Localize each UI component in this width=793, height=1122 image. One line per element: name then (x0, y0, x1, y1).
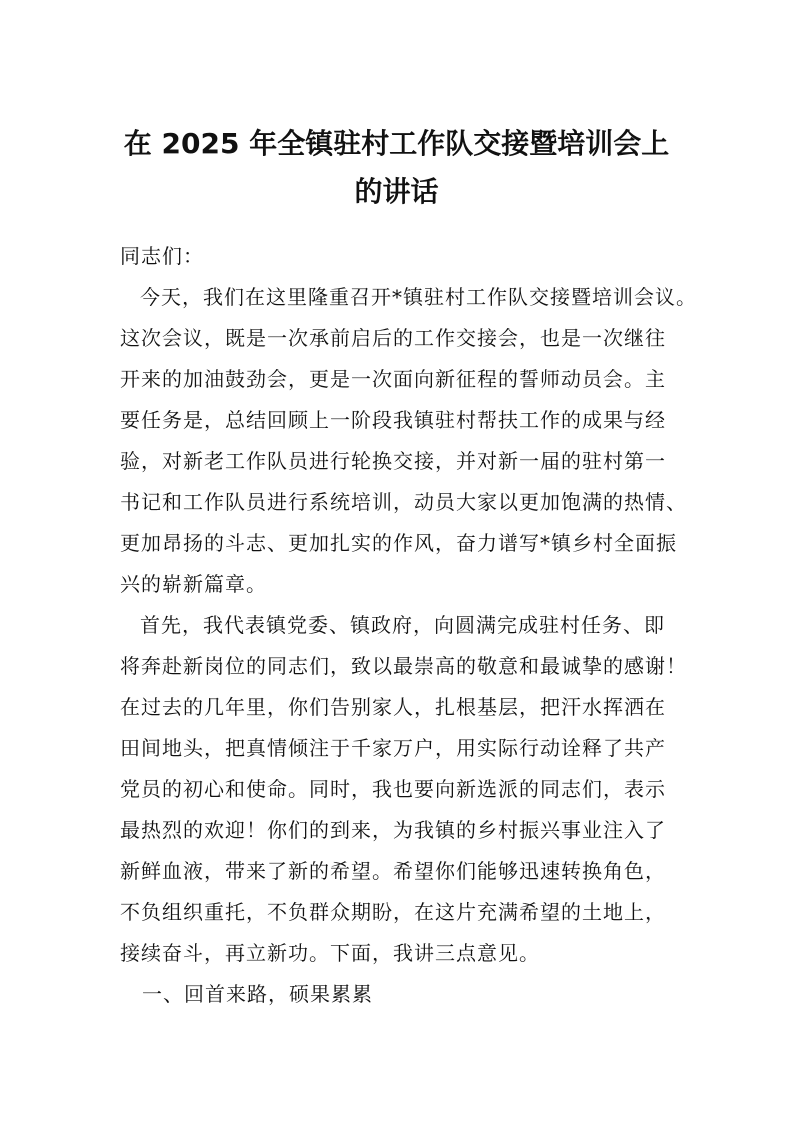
paragraph-1-line: 更加昂扬的斗志、更加扎实的作风，奋力谱写*镇乡村全面振 (120, 531, 677, 555)
paragraph-1-line: 兴的崭新篇章。 (120, 572, 267, 596)
paragraph-2-line: 田间地头，把真情倾注于千家万户，用实际行动诠释了共产 (120, 736, 666, 760)
paragraph-2-line: 不负组织重托，不负群众期盼，在这片充满希望的土地上， (120, 900, 666, 924)
paragraph-1-line: 要任务是，总结回顾上一阶段我镇驻村帮扶工作的成果与经 (120, 408, 666, 432)
paragraph-1-line: 书记和工作队员进行系统培训，动员大家以更加饱满的热情、 (120, 490, 687, 514)
paragraph-1-line: 验，对新老工作队员进行轮换交接，并对新一届的驻村第一 (120, 449, 666, 473)
paragraph-2-line: 在过去的几年里，你们告别家人，扎根基层，把汗水挥洒在 (120, 695, 666, 719)
paragraph-2-line: 接续奋斗，再立新功。下面，我讲三点意见。 (120, 941, 540, 965)
paragraph-2-line: 将奔赴新岗位的同志们，致以最崇高的敬意和最诚挚的感谢！ (120, 654, 687, 678)
document-body (120, 236, 697, 1015)
paragraph-1-line: 今天，我们在这里隆重召开*镇驻村工作队交接暨培训会议。 (140, 285, 697, 309)
paragraph-2-line: 新鲜血液，带来了新的希望。希望你们能够迅速转换角色， (120, 859, 666, 883)
section-heading: 一、回首来路，硕果累累 (142, 982, 373, 1006)
salutation: 同志们： (120, 244, 204, 268)
paragraph-2-line: 首先，我代表镇党委、镇政府，向圆满完成驻村任务、即 (140, 613, 665, 637)
document-title-line-2: 的讲话 (354, 175, 439, 208)
paragraph-1-line: 这次会议，既是一次承前启后的工作交接会，也是一次继往 (120, 326, 666, 350)
document-title-line-1: 在 2025 年全镇驻村工作队交接暨培训会上 (123, 127, 670, 160)
paragraph-1-line: 开来的加油鼓劲会，更是一次面向新征程的誓师动员会。主 (120, 367, 666, 391)
paragraph-2-line: 最热烈的欢迎！你们的到来，为我镇的乡村振兴事业注入了 (120, 818, 666, 842)
paragraph-2-line: 党员的初心和使命。同时，我也要向新选派的同志们，表示 (120, 777, 666, 801)
